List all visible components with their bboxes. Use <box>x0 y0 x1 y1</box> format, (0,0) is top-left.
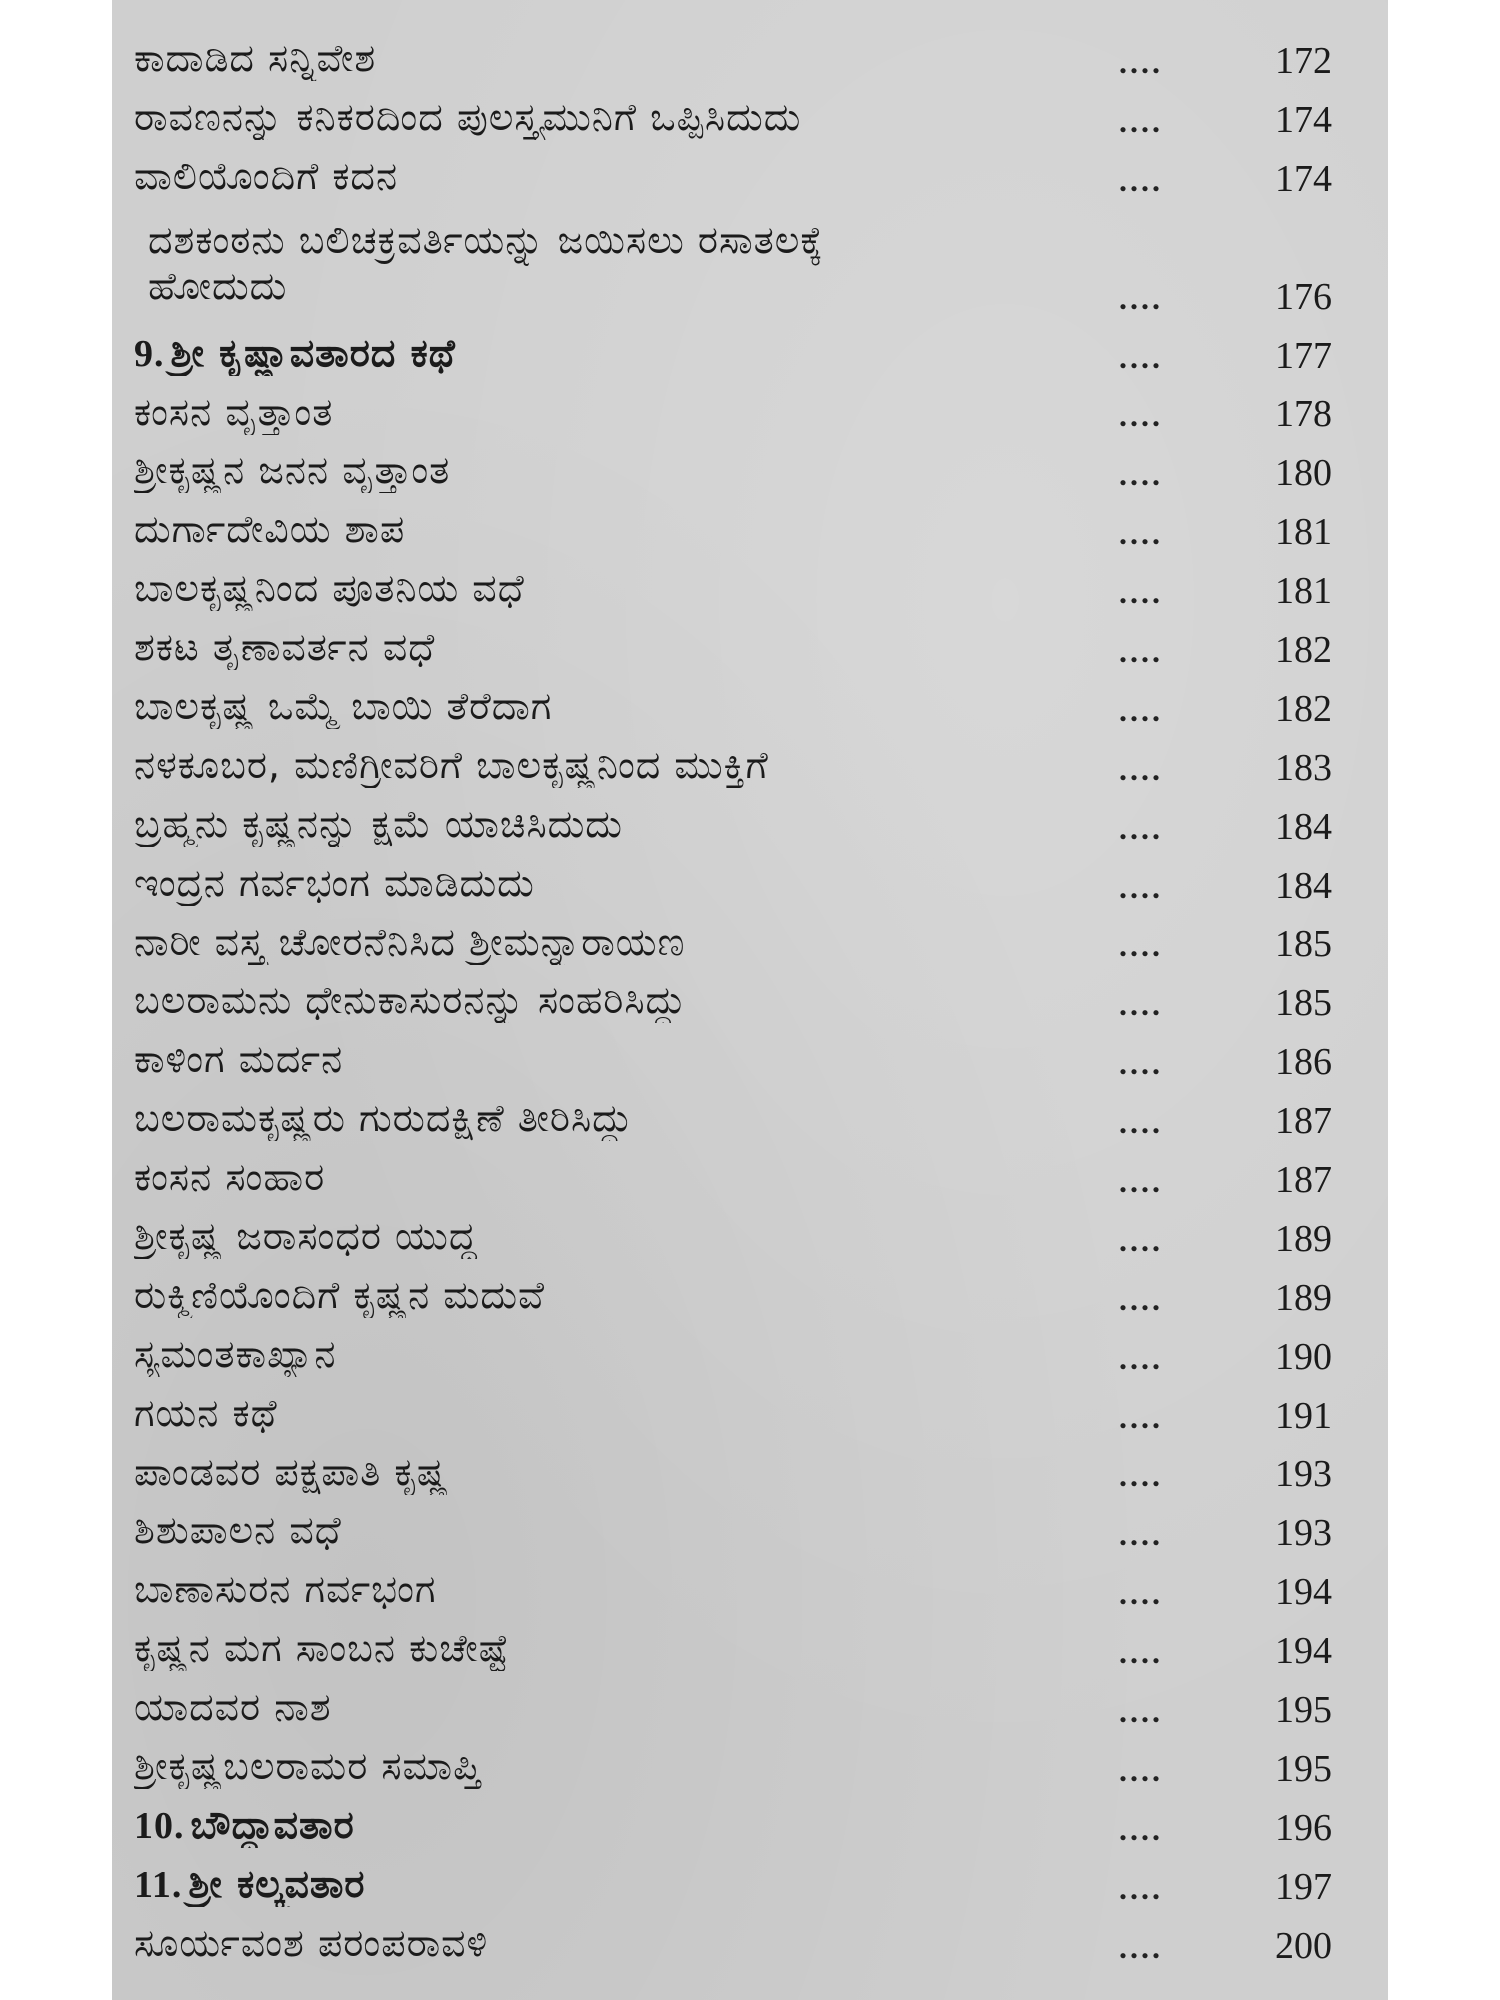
toc-entry-text: ಶ್ರೀಕೃಷ್ಣನ ಜನನ ವೃತ್ತಾಂತ <box>134 448 451 493</box>
toc-entry-title <box>134 861 994 906</box>
dot-leader: .... <box>1119 515 1163 552</box>
toc-entry-text: ಬಲರಾಮಕೃಷ್ಣರು ಗುರುದಕ್ಷಿಣೆ ತೀರಿಸಿದ್ದು <box>134 1096 634 1141</box>
dot-leader: .... <box>1119 633 1163 670</box>
toc-entry <box>134 1208 1362 1267</box>
page-number: 195 <box>1275 1747 1332 1790</box>
toc-entry-title <box>134 1685 994 1730</box>
chapter-number: 9. <box>134 332 165 375</box>
toc-entry-title <box>134 743 994 788</box>
dot-leader: .... <box>1119 397 1163 434</box>
toc-entry <box>134 384 1362 443</box>
dot-leader: .... <box>1119 986 1163 1023</box>
chapter-number: 10. <box>134 1804 185 1847</box>
toc-entry-title <box>134 802 994 847</box>
page-number: 197 <box>1275 1865 1332 1908</box>
page-number: 189 <box>1275 1217 1332 1260</box>
toc-entry <box>134 1856 1362 1915</box>
dot-leader: .... <box>1119 279 1163 316</box>
dot-leader: .... <box>1119 1693 1163 1730</box>
toc-entry-title <box>134 684 994 729</box>
toc-entry-title <box>134 331 994 376</box>
toc-entry <box>134 325 1362 384</box>
toc-entry-text: ಸೂರ್ಯವಂಶ ಪರಂಪರಾವಳಿ <box>134 1920 489 1965</box>
toc-entry-title <box>134 1862 994 1907</box>
toc-entry <box>134 1915 1362 1974</box>
dot-leader: .... <box>1119 161 1163 198</box>
dot-leader: .... <box>1119 1575 1163 1612</box>
toc-entry-title <box>134 1803 994 1848</box>
toc-entry-title <box>134 154 994 199</box>
toc-entry <box>134 207 1362 325</box>
toc-entry-title <box>134 1921 994 1966</box>
page-number: 189 <box>1275 1276 1332 1319</box>
dot-leader: .... <box>1119 1869 1163 1906</box>
toc-entry-title <box>134 1273 994 1318</box>
toc-entry-text: ಶಕಟ ತೃಣಾವರ್ತನ ವಧೆ <box>134 625 436 670</box>
dot-leader: .... <box>1119 691 1163 728</box>
dot-leader: .... <box>1119 1163 1163 1200</box>
page-number: 181 <box>1275 511 1332 554</box>
toc-entry-title <box>134 390 994 435</box>
dot-leader: .... <box>1119 1928 1163 1965</box>
dot-leader: .... <box>1119 1045 1163 1082</box>
toc-entry <box>134 30 1362 89</box>
toc-entry <box>134 1267 1362 1326</box>
toc-entry-text: ಶ್ರೀ ಕೃಷ್ಣಾವತಾರದ ಕಥೆ <box>170 330 456 375</box>
page-number: 193 <box>1275 1512 1332 1555</box>
page-number: 172 <box>1275 39 1332 82</box>
toc-entry-title <box>134 507 994 552</box>
page-number: 196 <box>1275 1806 1332 1849</box>
page-number: 181 <box>1275 570 1332 613</box>
toc-entry-text: ನಳಕೂಬರ, ಮಣಿಗ್ರೀವರಿಗೆ ಬಾಲಕೃಷ್ಣನಿಂದ ಮುಕ್ತಿಗೆ <box>134 742 769 787</box>
toc-entry <box>134 1031 1362 1090</box>
toc-entry-text: ಕಾದಾಡಿದ ಸನ್ನಿವೇಶ <box>134 36 377 80</box>
toc-entry <box>134 1620 1362 1679</box>
toc-entry-title <box>134 1096 994 1141</box>
toc-entry <box>134 1149 1362 1208</box>
page-number: 191 <box>1275 1394 1332 1437</box>
toc-entry-text: ಬಾಲಕೃಷ್ಣ ಒಮ್ಮೆ ಬಾಯಿ ತೆರೆದಾಗ <box>134 684 553 729</box>
dot-leader: .... <box>1119 1751 1163 1788</box>
toc-entry <box>134 1090 1362 1149</box>
page-number: 186 <box>1275 1041 1332 1084</box>
toc-entry-title <box>134 1214 994 1259</box>
toc-entry-text: ಬಲರಾಮನು ಧೇನುಕಾಸುರನನ್ನು ಸಂಹರಿಸಿದ್ದು <box>134 978 687 1023</box>
toc-entry-title <box>134 1037 994 1082</box>
chapter-number: 11. <box>134 1863 183 1906</box>
toc-entry <box>134 1444 1362 1503</box>
toc-entry-title <box>134 448 994 493</box>
toc-entry-text: ಯಾದವರ ನಾಶ <box>134 1685 332 1730</box>
page-number: 187 <box>1275 1100 1332 1143</box>
toc-entry-text: ದಶಕಂಠನು ಬಲಿಚಕ್ರವರ್ತಿಯನ್ನು ಜಯಿಸಲು ರಸಾತಲಕ್ಕೆ ಹೋದುದು <box>148 217 824 308</box>
page-number: 178 <box>1275 393 1332 436</box>
toc-entry-text: ರಾವಣನನ್ನು ಕನಿಕರದಿಂದ ಪುಲಸ್ತ್ಯಮುನಿಗೆ ಒಪ್ಪಿಸಿದುದು <box>134 94 802 139</box>
toc-entry-text: ರುಕ್ಮಿಣಿಯೊಂದಿಗೆ ಕೃಷ್ಣನ ಮದುವೆ <box>134 1272 545 1317</box>
toc-entry-text: ನಾರೀ ವಸ್ತ್ರ ಚೋರನೆನಿಸಿದ ಶ್ರೀಮನ್ನಾರಾಯಣ <box>134 919 686 964</box>
toc-entry-text: ಬಾಣಾಸುರನ ಗರ್ವಭಂಗ <box>134 1567 437 1612</box>
toc-entry <box>134 1502 1362 1561</box>
toc-entry-text: ಶ್ರೀಕೃಷ್ಣ ಜರಾಸಂಧರ ಯುದ್ಧ <box>134 1214 478 1259</box>
dot-leader: .... <box>1119 102 1163 139</box>
toc-entry <box>134 1797 1362 1856</box>
dot-leader: .... <box>1119 809 1163 846</box>
table-of-contents <box>134 30 1362 1974</box>
dot-leader: .... <box>1119 1221 1163 1258</box>
page-number: 177 <box>1275 334 1332 377</box>
dot-leader: .... <box>1119 1634 1163 1671</box>
toc-entry-text: ಕಾಳಿಂಗ ಮರ್ದನ <box>134 1037 344 1082</box>
toc-entry <box>134 855 1362 914</box>
page-number: 180 <box>1275 452 1332 495</box>
toc-entry <box>134 1326 1362 1385</box>
toc-entry-text: ಶಿಶುಪಾಲನ ವಧೆ <box>134 1508 342 1553</box>
page-number: 185 <box>1275 923 1332 966</box>
toc-entry-text: ಇಂದ್ರನ ಗರ್ವಭಂಗ ಮಾಡಿದುದು <box>134 860 535 905</box>
page-number: 184 <box>1275 805 1332 848</box>
toc-entry <box>134 1679 1362 1738</box>
dot-leader: .... <box>1119 574 1163 611</box>
toc-entry-text: ಸ್ಯಮಂತಕಾಖ್ಯಾನ <box>134 1331 337 1376</box>
dot-leader: .... <box>1119 338 1163 375</box>
book-page <box>112 0 1388 2000</box>
toc-entry <box>134 796 1362 855</box>
toc-entry-title <box>134 566 994 611</box>
toc-entry-text: ಬ್ರಹ್ಮನು ಕೃಷ್ಣನನ್ನು ಕ್ಷಮೆ ಯಾಚಿಸಿದುದು <box>134 801 623 846</box>
toc-entry-title <box>148 217 968 309</box>
toc-entry-title <box>134 1391 994 1436</box>
toc-entry-title <box>134 1155 994 1200</box>
dot-leader: .... <box>1119 750 1163 787</box>
dot-leader: .... <box>1119 1339 1163 1376</box>
toc-entry <box>134 148 1362 207</box>
toc-entry <box>134 737 1362 796</box>
dot-leader: .... <box>1119 868 1163 905</box>
page-number: 194 <box>1275 1630 1332 1673</box>
dot-leader: .... <box>1119 43 1163 80</box>
page-number: 200 <box>1275 1924 1332 1967</box>
toc-entry-text: ಕಂಸನ ವೃತ್ತಾಂತ <box>134 389 334 434</box>
page-number: 195 <box>1275 1689 1332 1732</box>
page-number: 194 <box>1275 1571 1332 1614</box>
toc-entry <box>134 1385 1362 1444</box>
page-number: 182 <box>1275 687 1332 730</box>
toc-entry-title <box>134 1332 994 1377</box>
dot-leader: .... <box>1119 1810 1163 1847</box>
page-number: 184 <box>1275 864 1332 907</box>
toc-entry <box>134 678 1362 737</box>
dot-leader: .... <box>1119 1457 1163 1494</box>
toc-entry-text: ಶ್ರೀ ಕಲ್ಕ್ಯವತಾರ <box>188 1861 366 1906</box>
toc-entry-title <box>134 625 994 670</box>
page-number: 190 <box>1275 1335 1332 1378</box>
toc-entry <box>134 501 1362 560</box>
page-number: 187 <box>1275 1159 1332 1202</box>
page-number: 185 <box>1275 982 1332 1025</box>
dot-leader: .... <box>1119 1516 1163 1553</box>
page-number: 193 <box>1275 1453 1332 1496</box>
dot-leader: .... <box>1119 927 1163 964</box>
toc-entry-title <box>134 978 994 1023</box>
page-number: 176 <box>1275 275 1332 318</box>
toc-entry-text: ಬೌದ್ಧಾವತಾರ <box>190 1802 355 1847</box>
toc-entry <box>134 1738 1362 1797</box>
toc-entry <box>134 972 1362 1031</box>
page-number: 174 <box>1275 157 1332 200</box>
toc-entry-title <box>134 1508 994 1553</box>
toc-entry-text: ಪಾಂಡವರ ಪಕ್ಷಪಾತಿ ಕೃಷ್ಣ <box>134 1449 450 1494</box>
toc-entry-text: ಶ್ರೀಕೃಷ್ಣಬಲರಾಮರ ಸಮಾಪ್ತಿ <box>134 1744 482 1789</box>
toc-entry-text: ಕೃಷ್ಣನ ಮಗ ಸಾಂಬನ ಕುಚೇಷ್ಟೆ <box>134 1626 510 1671</box>
toc-entry <box>134 1561 1362 1620</box>
toc-entry-title <box>134 920 994 965</box>
toc-entry-title <box>134 1626 994 1671</box>
toc-entry-text: ಕಂಸನ ಸಂಹಾರ <box>134 1155 326 1200</box>
page-number: 183 <box>1275 746 1332 789</box>
toc-entry <box>134 619 1362 678</box>
toc-entry-title <box>134 95 994 140</box>
dot-leader: .... <box>1119 456 1163 493</box>
toc-entry-text: ಗಯನ ಕಥೆ <box>134 1390 278 1435</box>
dot-leader: .... <box>1119 1104 1163 1141</box>
dot-leader: .... <box>1119 1398 1163 1435</box>
toc-entry <box>134 914 1362 973</box>
page-number: 174 <box>1275 98 1332 141</box>
toc-entry-text: ಬಾಲಕೃಷ್ಣನಿಂದ ಪೂತನಿಯ ವಧೆ <box>134 566 525 611</box>
toc-entry <box>134 89 1362 148</box>
toc-entry-title <box>134 1744 994 1789</box>
dot-leader: .... <box>1119 1280 1163 1317</box>
page-number: 182 <box>1275 629 1332 672</box>
toc-entry-title <box>134 1567 994 1612</box>
toc-entry-title <box>134 36 994 81</box>
toc-entry <box>134 560 1362 619</box>
toc-entry-title <box>134 1450 994 1495</box>
toc-entry <box>134 442 1362 501</box>
toc-entry-text: ದುರ್ಗಾದೇವಿಯ ಶಾಪ <box>134 507 406 552</box>
toc-entry-text: ವಾಲಿಯೊಂದಿಗೆ ಕದನ <box>134 153 399 198</box>
